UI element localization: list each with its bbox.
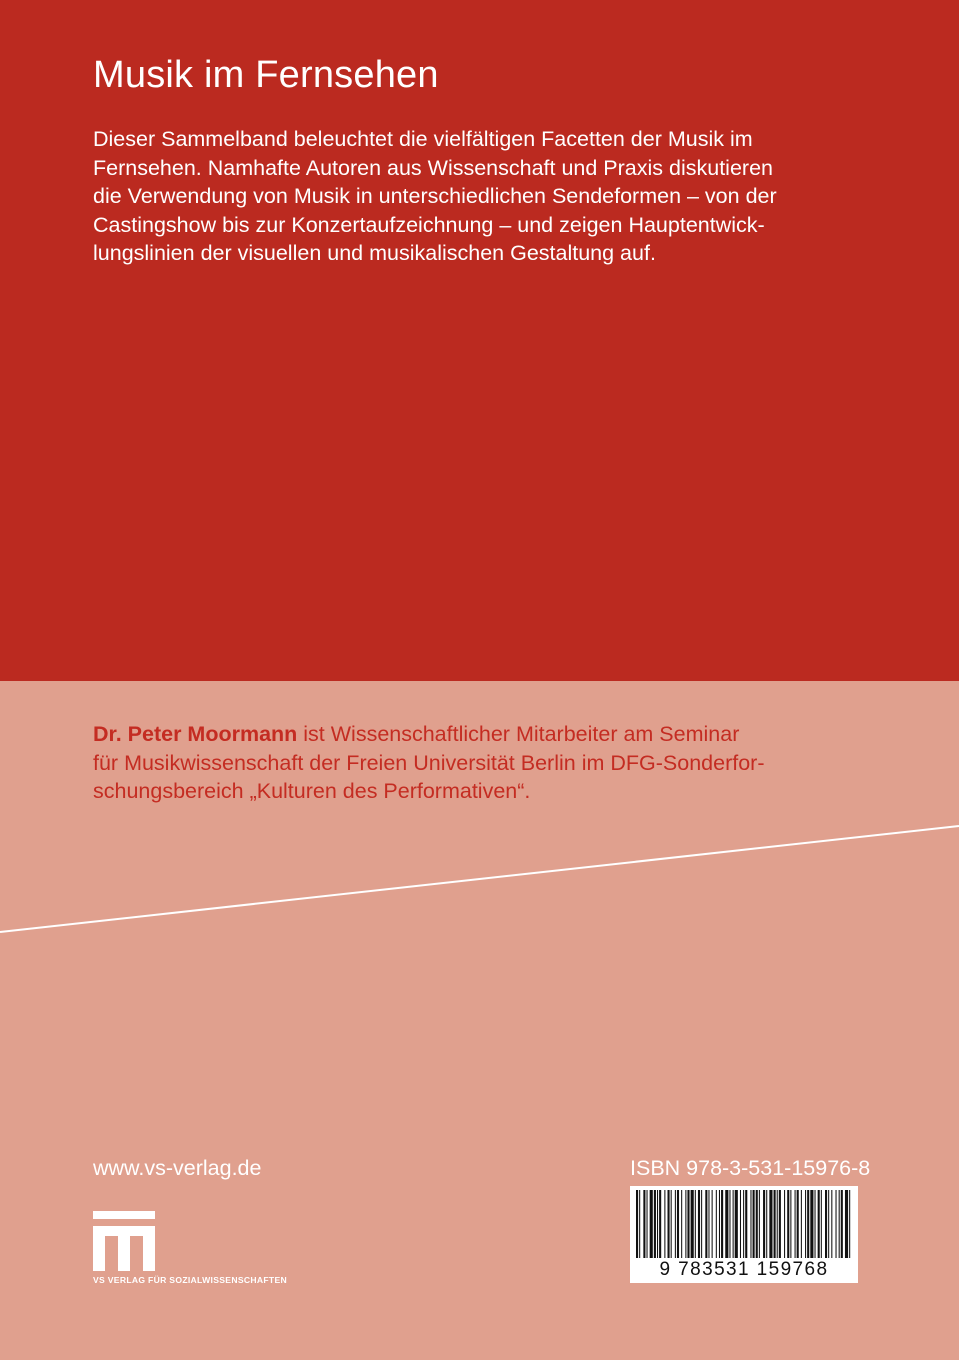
barcode [630,1186,858,1283]
barcode-bar [650,1190,653,1258]
barcode-bar [784,1190,785,1258]
barcode-bar [790,1190,791,1258]
barcode-bar [841,1190,843,1258]
barcode-bar [779,1190,781,1258]
barcode-bar [643,1190,645,1258]
publisher-logo-icon [93,1211,155,1271]
barcode-bar [675,1190,676,1258]
book-title: Musik im Fernsehen [93,54,439,96]
barcode-bar [654,1190,656,1258]
barcode-bar [750,1190,751,1258]
isbn-label: ISBN 978-3-531-15976-8 [630,1156,871,1180]
barcode-bar [753,1190,755,1258]
barcode-bar [659,1190,661,1258]
barcode-bar [825,1190,827,1258]
barcode-bar [712,1190,713,1258]
barcode-bar [766,1190,767,1258]
barcode-bar [763,1190,765,1258]
barcode-bar [845,1190,848,1258]
barcode-bar [698,1190,700,1258]
bio-line: schungsbereich „Kulturen des Performativen“. [93,779,531,803]
barcode-bar [756,1190,758,1258]
barcode-bar [815,1190,816,1258]
barcode-bar [705,1190,707,1258]
barcode-bar [818,1190,820,1258]
barcode-bar [740,1190,741,1258]
blurb-line: Castingshow bis zur Konzertaufzeichnung – und zeigen Hauptentwick- [93,212,765,237]
barcode-bar [774,1190,776,1258]
barcode-bar [687,1190,689,1258]
barcode-bar [743,1190,744,1258]
blurb-line: Dieser Sammelband beleuchtet die vielfältigen Facetten der Musik im [93,127,753,151]
author-bio [93,720,873,806]
blurb-line: Fernsehen. Namhafte Autoren aus Wissenschaft und Praxis diskutieren [93,155,773,180]
barcode-bar [797,1190,799,1258]
bio-line [93,720,873,749]
barcode-bar [839,1190,840,1258]
barcode-bar [745,1190,747,1258]
barcode-bar [695,1190,696,1258]
barcode-bar [681,1190,682,1258]
barcode-bar [805,1190,806,1258]
publisher-website: www.vs-verlag.de [93,1156,262,1180]
barcode-bar [807,1190,809,1258]
barcode-bar [701,1190,702,1258]
barcode-bar [677,1190,679,1258]
barcode-bar [759,1190,760,1258]
barcode-bar [725,1190,728,1258]
author-name: Dr. Peter Moormann [93,722,298,746]
barcode-bar [691,1190,694,1258]
barcode-bar [657,1190,658,1258]
barcode-bar [668,1190,670,1258]
barcode-bar [821,1190,822,1258]
barcode-bar [828,1190,829,1258]
barcode-bar [721,1190,723,1258]
barcode-bar [801,1190,802,1258]
bio-line: für Musikwissenschaft der Freien Universität Berlin im DFG-Sonderfor- [93,750,765,775]
barcode-bar [716,1190,717,1258]
barcode-bar [769,1190,772,1258]
barcode-bar [735,1190,738,1258]
barcode-bar [777,1190,778,1258]
publisher-name: VS VERLAG FÜR SOZIALWISSENSCHAFTEN [93,1275,288,1285]
barcode-bar [719,1190,720,1258]
barcode-bar [647,1190,648,1258]
blurb-line: die Verwendung von Musik in unterschiedlichen Sendeformen – von der [93,184,777,208]
barcode-bar [664,1190,665,1258]
barcode-bar [671,1190,672,1258]
barcode-bar [787,1190,789,1258]
book-blurb [93,125,853,268]
blurb-line: lungslinien der visuellen und musikalischen Gestaltung auf. [93,241,656,265]
barcode-bar [685,1190,686,1258]
barcode-digits: 9 783531 159768 [630,1258,858,1282]
barcode-bar [708,1190,709,1258]
barcode-bar [795,1190,796,1258]
barcode-bar [810,1190,813,1258]
barcode-bar [729,1190,730,1258]
barcode-bar [836,1190,837,1258]
barcode-bar [831,1190,832,1258]
bio-line-rest: ist Wissenschaftlicher Mitarbeiter am Seminar [297,722,740,746]
